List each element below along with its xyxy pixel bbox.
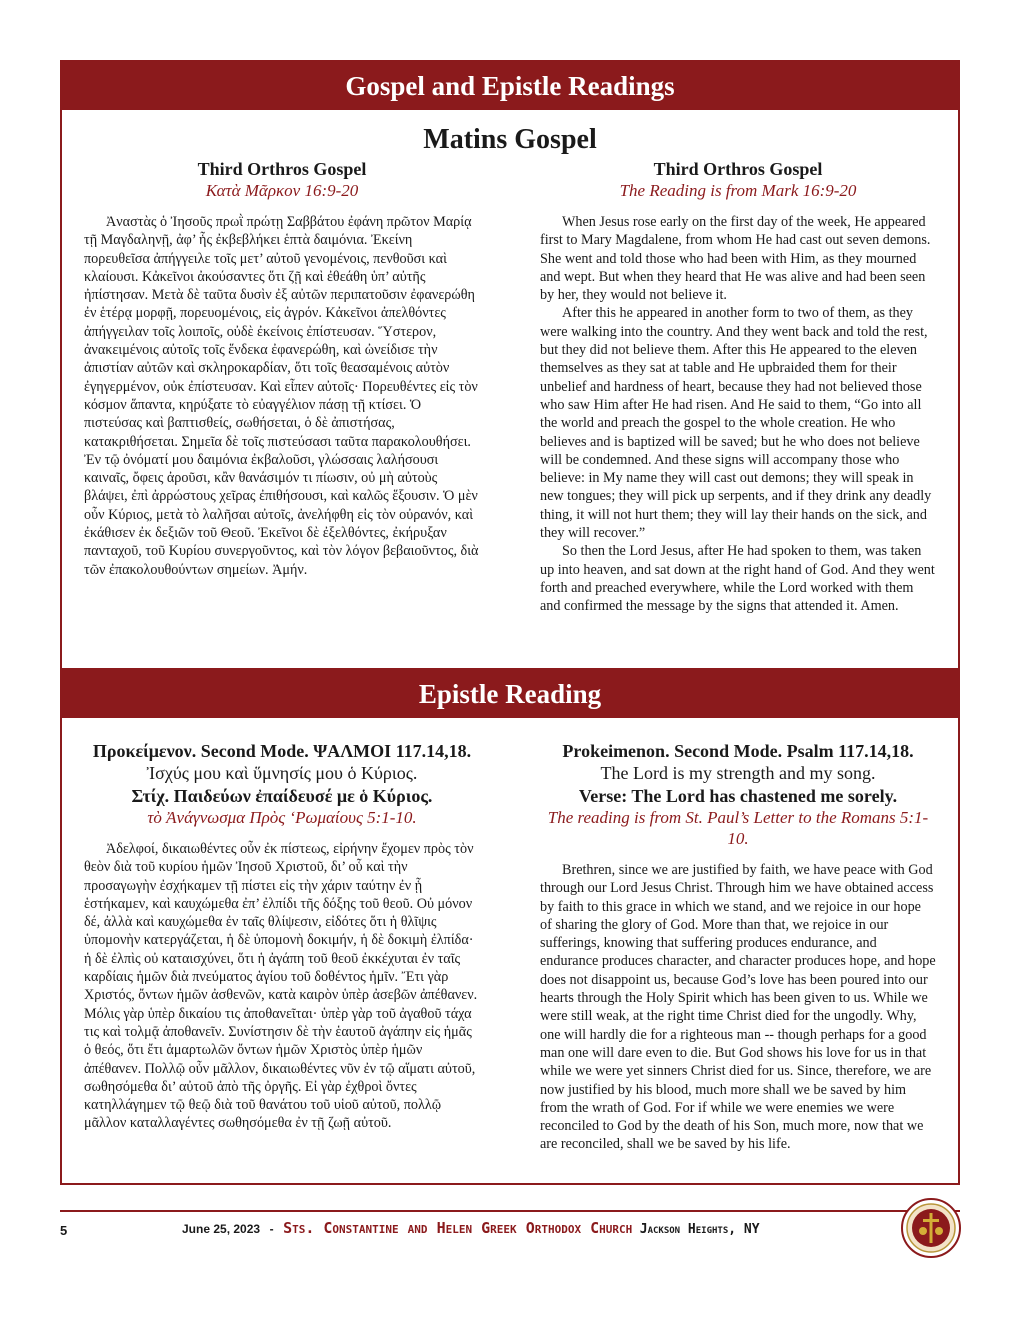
stich-greek: Στίχ. Παιδεύων ἐπαίδευσέ με ὁ Κύριος. — [131, 786, 433, 806]
page-number: 5 — [60, 1223, 68, 1238]
epistle-greek-reference: τὸ Ἀνάγνωσμα Πρὸς ‘Ρωμαίους 5:1-10. — [147, 808, 417, 827]
gospel-english-column — [540, 158, 936, 616]
epistle-greek-column — [84, 740, 480, 1133]
paragraph: Ἀδελφοί, δικαιωθέντες οὖν ἐκ πίστεως, εἰρήνην ἔχομεν πρὸς τὸν θεὸν διὰ τοῦ κυρίου ἡμῶν Ἰησοῦ Χριστοῦ, δι’ οὗ καὶ τὴν προσαγωγὴν ἐσχήκαμεν τῇ πίστει εἰς τὴν χάριν ταύτην ἐν ᾗ ἑστήκαμεν, καὶ καυχώμεθα ἐπ’ ἐλπίδι τῆς δόξης τοῦ θεοῦ. Οὐ μόνον δέ, ἀλλὰ καὶ καυχώμεθα ἐν ταῖς θλίψεσιν, εἰδότες ὅτι ἡ θλῖψις ὑπομονὴν κατεργάζεται, ἡ δὲ ὑπομονὴ δοκιμήν, ἡ δὲ δοκιμὴ ἐλπίδα· ἡ δὲ ἐλπὶς οὐ καταισχύνει, ὅτι ἡ ἀγάπη τοῦ θεοῦ ἐκκέχυται ἐν ταῖς καρδίαις ἡμῶν διὰ πνεύματος ἁγίου τοῦ δοθέντος ἡμῖν. Ἔτι γὰρ Χριστός, ὄντων ἡμῶν ἀσθενῶν, κατὰ καιρὸν ὑπὲρ ἀσεβῶν ἀπέθανεν. Μόλις γὰρ ὑπὲρ δικαίου τις ἀποθανεῖται· ὑπὲρ γὰρ τοῦ ἀγαθοῦ τάχα τις καὶ τολμᾷ ἀποθανεῖν. Συνίστησιν δὲ τὴν ἑαυτοῦ ἀγάπην εἰς ἡμᾶς ὁ θεός, ὅτι ἔτι ἁμαρτωλῶν ὄντων ἡμῶν Χριστὸς ὑπὲρ ἡμῶν ἀπέθανεν. Πολλῷ οὖν μᾶλλον, δικαιωθέντες νῦν ἐν τῷ αἵματι αὐτοῦ, σωθησόμεθα δι’ αὐτοῦ ἀπὸ τῆς ὀργῆς. Εἰ γὰρ ἐχθροὶ ὄντες κατηλλάγημεν τῷ θεῷ διὰ τοῦ θανάτου τοῦ υἱοῦ αὐτοῦ, πολλῷ μᾶλλον καταλλαγέντες σωθησόμεθα ἐν τῇ ζωῇ αὐτοῦ. — [84, 841, 478, 1132]
paragraph: When Jesus rose early on the first day of the week, He appeared first to Mary Magdalene, from whom He had cast out seven demons. She went and told those who had been with Him, as they mourned and wept. But when they heard that He was alive and had been seen by her, they would not believe it. — [540, 214, 931, 304]
epistle-greek-text — [84, 840, 480, 1133]
church-seal-icon — [900, 1197, 962, 1259]
paragraph: Ἀναστὰς ὁ Ἰησοῦς πρωῒ πρώτῃ Σαββάτου ἐφάνη πρῶτον Μαρίᾳ τῇ Μαγδαληνῇ, ἀφ’ ἧς ἐκβεβλήκει ἑπτὰ δαιμόνια. Ἐκείνη πορευθεῖσα ἀπήγγειλε τοῖς μετ’ αὐτοῦ γενομένοις, πενθοῦσι καὶ κλαίουσι. Κἀκεῖνοι ἀκούσαντες ὅτι ζῇ καὶ ἐθεάθη ὑπ’ αὐτῆς ἠπίστησαν. Μετὰ δὲ ταῦτα δυσὶν ἐξ αὐτῶν περιπατοῦσιν ἐφανερώθη ἐν ἑτέρᾳ μορφῇ, πορευομένοις, εἰς ἀγρόν. Κἀκεῖνοι ἀπελθόντες ἀπήγγειλαν τοῖς λοιποῖς, οὐδὲ ἐκείνοις ἐπίστευσαν. Ὕστερον, ἀνακειμένοις αὐτοῖς τοῖς ἕνδεκα ἐφανερώθη, καὶ ὠνείδισε τὴν ἀπιστίαν αὐτῶν καὶ σκληροκαρδίαν, ὅτι τοῖς θεασαμένοις αὐτὸν ἐγηγερμένον, οὐκ ἐπίστευσαν. Καὶ εἶπεν αὐτοῖς· Πορευθέντες εἰς τὸν κόσμον ἅπαντα, κηρύξατε τὸ εὐαγγέλιον πάσῃ τῇ κτίσει. Ὁ πιστεύσας καὶ βαπτισθείς, σωθήσεται, ὁ δὲ ἀπιστήσας, κατακριθήσεται. Σημεῖα δὲ τοῖς πιστεύσασι ταῦτα παρακολουθήσει. Ἐν τῷ ὀνόματί μου δαιμόνια ἐκβαλοῦσι, γλώσσαις λαλήσουσι καιναῖς, ὄφεις ἀροῦσι, κἂν θανάσιμόν τι πίωσιν, οὐ μὴ αὐτοὺς βλάψει, ἐπὶ ἀρρώστους χεῖρας ἐπιθήσουσι, καὶ καλῶς ἕξουσιν. Ὁ μὲν οὖν Κύριος, μετὰ τὸ λαλῆσαι αὐτοῖς, ἀνελήφθη εἰς τὸν οὐρανόν, καὶ ἐκάθισεν ἐκ δεξιῶν τοῦ Θεοῦ. Ἐκεῖνοι δὲ ἐξελθόντες, ἐκήρυξαν πανταχοῦ, τοῦ Κυρίου συνεργοῦντος, καὶ τὸν λόγον βεβαιοῦντος, διὰ τῶν ἐπακολουθούντων σημείων. Ἀμήν. — [84, 214, 479, 578]
prokeimenon-greek-verse: Ἰσχύς μου καὶ ὕμνησίς μου ὁ Κύριος. — [146, 763, 418, 783]
footer-text — [182, 1219, 760, 1238]
matins-gospel-title: Matins Gospel — [423, 124, 597, 155]
epistle-english-reference: The reading is from St. Paul’s Letter to the Romans 5:1-10. — [547, 808, 929, 848]
epistle-section — [60, 668, 960, 1185]
gospel-greek-column — [84, 158, 480, 579]
gospel-greek-heading: Third Orthros Gospel — [197, 159, 367, 179]
epistle-banner: Epistle Reading — [62, 670, 958, 718]
gospel-greek-reference: Κατὰ Μᾶρκον 16:9-20 — [205, 181, 359, 200]
prokeimenon-english-verse: The Lord is my strength and my song. — [600, 763, 876, 783]
gospel-banner: Gospel and Epistle Readings — [62, 62, 958, 110]
epistle-english-text — [540, 861, 936, 1154]
epistle-columns — [84, 740, 936, 1180]
paragraph: Brethren, since we are justified by faith, we have peace with God through our Lord Jesus Christ. Through him we have obtained access by faith to this grace in which we stand, and we rejoice in our hope of sharing the glory of God. More than that, we rejoice in our sufferings, knowing that suffering produces endurance, and endurance produces character, and character produces hope, and hope does not disappoint us, because God’s love has been poured into our hearts through the Holy Spirit which has been given to us. While we were still weak, at the right time Christ died for the ungodly. Why, one will hardly die for a righteous man -- though perhaps for a good man one will dare even to die. But God shows his love for us in that while we were yet sinners Christ died for us. Since, therefore, we are now justified by his blood, much more shall we be saved by him from the wrath of God. For if while we were enemies we were reconciled to God by the death of his Son, much more, now that we are reconciled, shall we be saved by his life. — [540, 862, 936, 1153]
footer-city: Jackson Heights, NY — [639, 1222, 760, 1237]
paragraph: So then the Lord Jesus, after He had spoken to them, was taken up into heaven, and sat down at the right hand of God. And they went forth and preached everywhere, while the Lord worked with them and confirmed the message by the signs that attended it. Amen. — [540, 543, 935, 615]
gospel-english-heading: Third Orthros Gospel — [653, 159, 823, 179]
prokeimenon-greek: Προκείμενον. Second Mode. ΨΑΛΜΟΙ 117.14,18. — [92, 741, 472, 761]
footer-rule — [60, 1210, 960, 1212]
gospel-english-text — [540, 213, 936, 616]
footer-separator: - — [269, 1222, 274, 1236]
gospel-greek-text — [84, 213, 480, 579]
paragraph: After this he appeared in another form to two of them, as they were walking into the country. And they went back and told the rest, but they did not believe them. After this He appeared to the eleven themselves as they sat at table and He upbraided them for their unbelief and hardness of heart, because they had not believed those who saw Him after He had risen. And He said to them, “Go into all the world and preach the gospel to the whole creation. He who believes and is baptized will be saved; but he who does not believe will be condemned. And these signs will accompany those who believe: in My name they will cast out demons; they will speak in new tongues; they will pick up serpents, and if they drink any deadly thing, it will not hurt them; they will lay their hands on the sick, and they will recover.” — [540, 305, 932, 542]
footer-church-name: Sts. Constantine and Helen Greek Orthodox Church — [283, 1219, 633, 1237]
epistle-english-column — [540, 740, 936, 1154]
verse-english: Verse: The Lord has chastened me sorely. — [578, 786, 898, 806]
gospel-english-reference: The Reading is from Mark 16:9-20 — [619, 181, 857, 200]
footer-date: June 25, 2023 — [182, 1222, 261, 1236]
gospel-section — [60, 60, 960, 668]
prokeimenon-english: Prokeimenon. Second Mode. Psalm 117.14,18. — [562, 741, 914, 761]
gospel-columns — [84, 158, 936, 658]
